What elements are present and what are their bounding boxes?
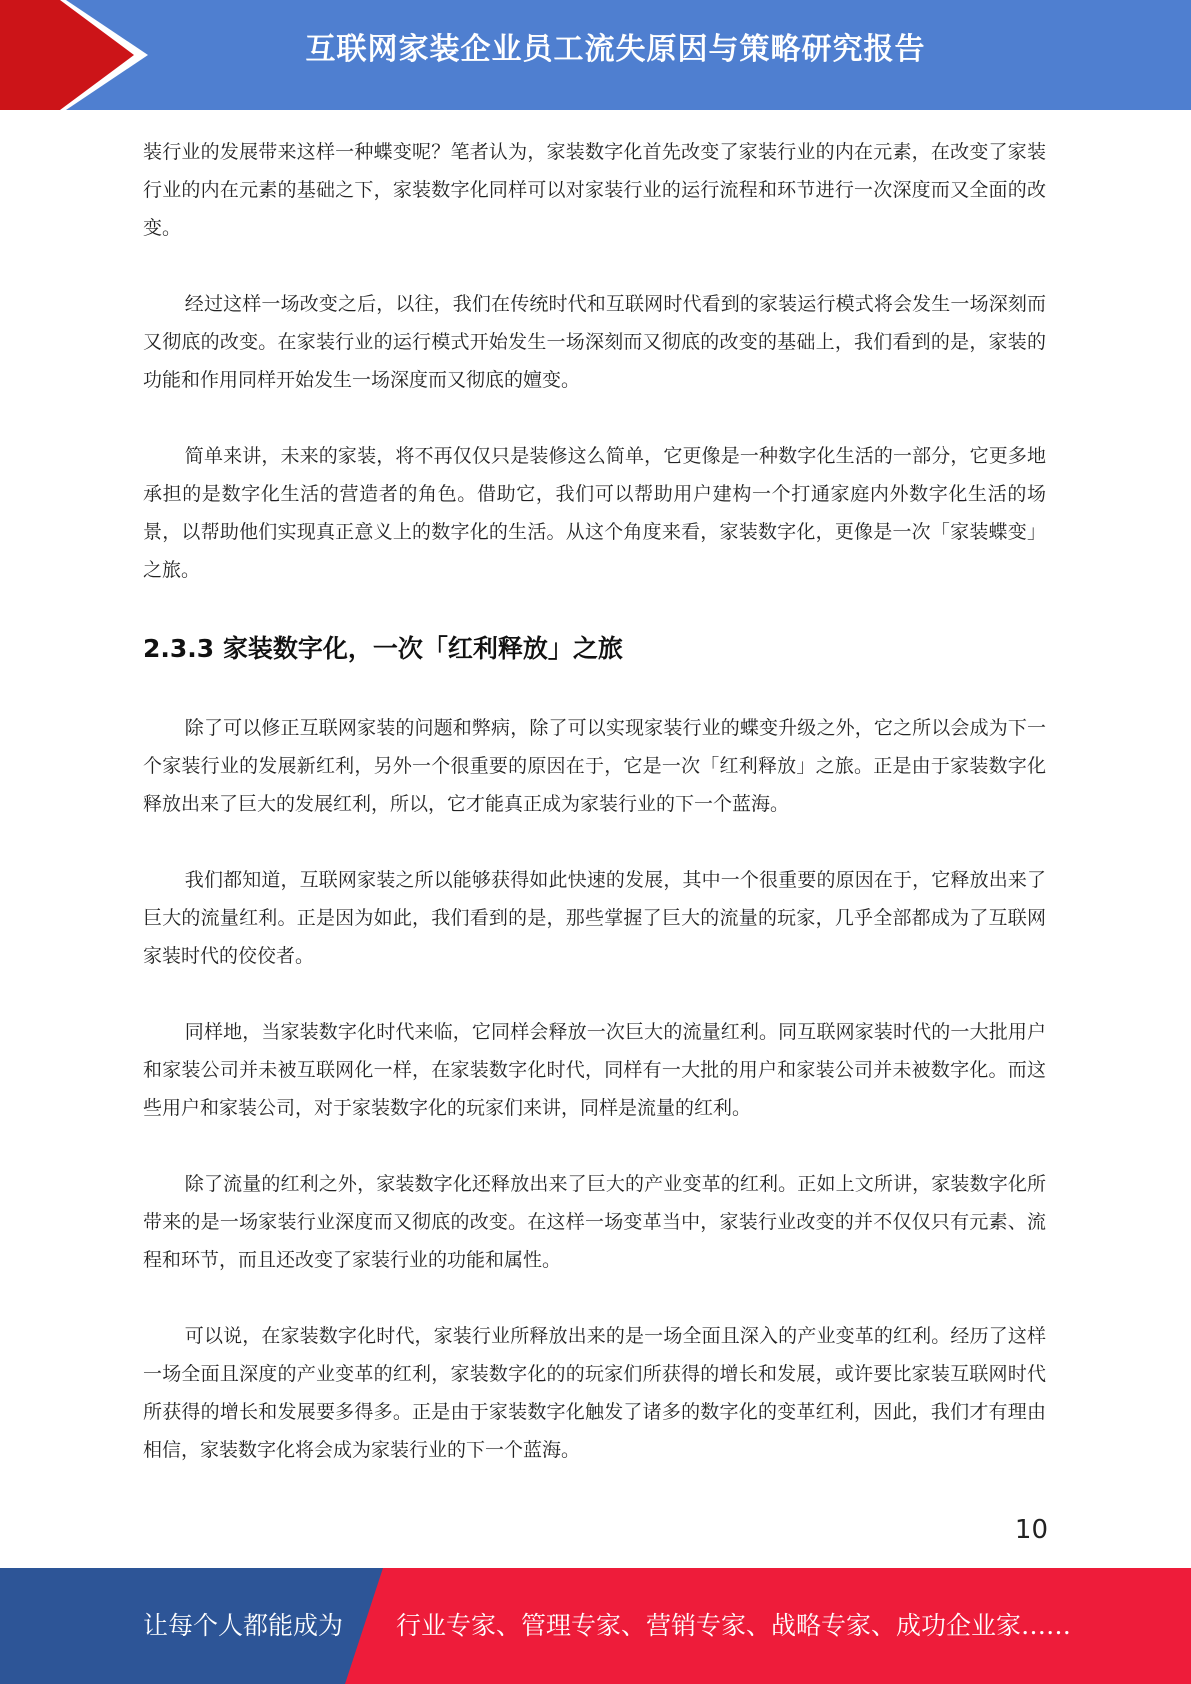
document-body	[143, 133, 1046, 1507]
page-number: 10	[1014, 1515, 1048, 1545]
paragraph: 简单来讲，未来的家装，将不再仅仅只是装修这么简单，它更像是一种数字化生活的一部分，它更多地承担的是数字化生活的营造者的角色。借助它，我们可以帮助用户建构一个打通家庭内外数字化生活的场景，以帮助他们实现真正意义上的数字化的生活。从这个角度来看，家装数字化，更像是一次「家装蝶变」之旅。	[143, 445, 1046, 581]
paragraph: 除了可以修正互联网家装的问题和弊病，除了可以实现家装行业的蝶变升级之外，它之所以会成为下一个家装行业的发展新红利，另外一个很重要的原因在于，它是一次「红利释放」之旅。正是由于家装数字化释放出来了巨大的发展红利，所以，它才能真正成为家装行业的下一个蓝海。	[143, 717, 1046, 815]
header-arrow-icon	[0, 0, 150, 110]
paragraph: 装行业的发展带来这样一种蝶变呢？笔者认为，家装数字化首先改变了家装行业的内在元素，在改变了家装行业的内在元素的基础之下，家装数字化同样可以对家装行业的运行流程和环节进行一次深度而又全面的改变。	[143, 141, 1046, 239]
footer-slogan-right: 行业专家、管理专家、营销专家、战略专家、成功企业家……	[396, 1611, 1072, 1640]
paragraph: 可以说，在家装数字化时代，家装行业所释放出来的是一场全面且深入的产业变革的红利。经历了这样一场全面且深度的产业变革的红利，家装数字化的的玩家们所获得的增长和发展，或许要比家装互联网时代所获得的增长和发展要多得多。正是由于家装数字化触发了诸多的数字化的变革红利，因此，我们才有理由相信，家装数字化将会成为家装行业的下一个蓝海。	[143, 1325, 1046, 1461]
paragraph: 除了流量的红利之外，家装数字化还释放出来了巨大的产业变革的红利。正如上文所讲，家装数字化所带来的是一场家装行业深度而又彻底的改变。在这样一场变革当中，家装行业改变的并不仅仅只有元素、流程和环节，而且还改变了家装行业的功能和属性。	[143, 1173, 1046, 1271]
paragraph: 我们都知道，互联网家装之所以能够获得如此快速的发展，其中一个很重要的原因在于，它释放出来了巨大的流量红利。正是因为如此，我们看到的是，那些掌握了巨大的流量的玩家，几乎全部都成为了互联网家装时代的佼佼者。	[143, 869, 1046, 967]
section-heading: 2.3.3 家装数字化，一次「红利释放」之旅	[143, 634, 623, 663]
footer-slogan-left: 让每个人都能成为	[143, 1611, 344, 1640]
paragraph: 同样地，当家装数字化时代来临，它同样会释放一次巨大的流量红利。同互联网家装时代的一大批用户和家装公司并未被互联网化一样，在家装数字化时代，同样有一大批的用户和家装公司并未被数字化。而这些用户和家装公司，对于家装数字化的玩家们来讲，同样是流量的红利。	[143, 1021, 1046, 1119]
paragraph: 经过这样一场改变之后，以往，我们在传统时代和互联网时代看到的家装运行模式将会发生一场深刻而又彻底的改变。在家装行业的运行模式开始发生一场深刻而又彻底的改变的基础上，我们看到的是，家装的功能和作用同样开始发生一场深度而又彻底的嬗变。	[143, 293, 1046, 391]
page-header	[0, 0, 1191, 110]
report-title: 互联网家装企业员工流失原因与策略研究报告	[305, 32, 926, 67]
page-footer	[0, 1568, 1191, 1684]
